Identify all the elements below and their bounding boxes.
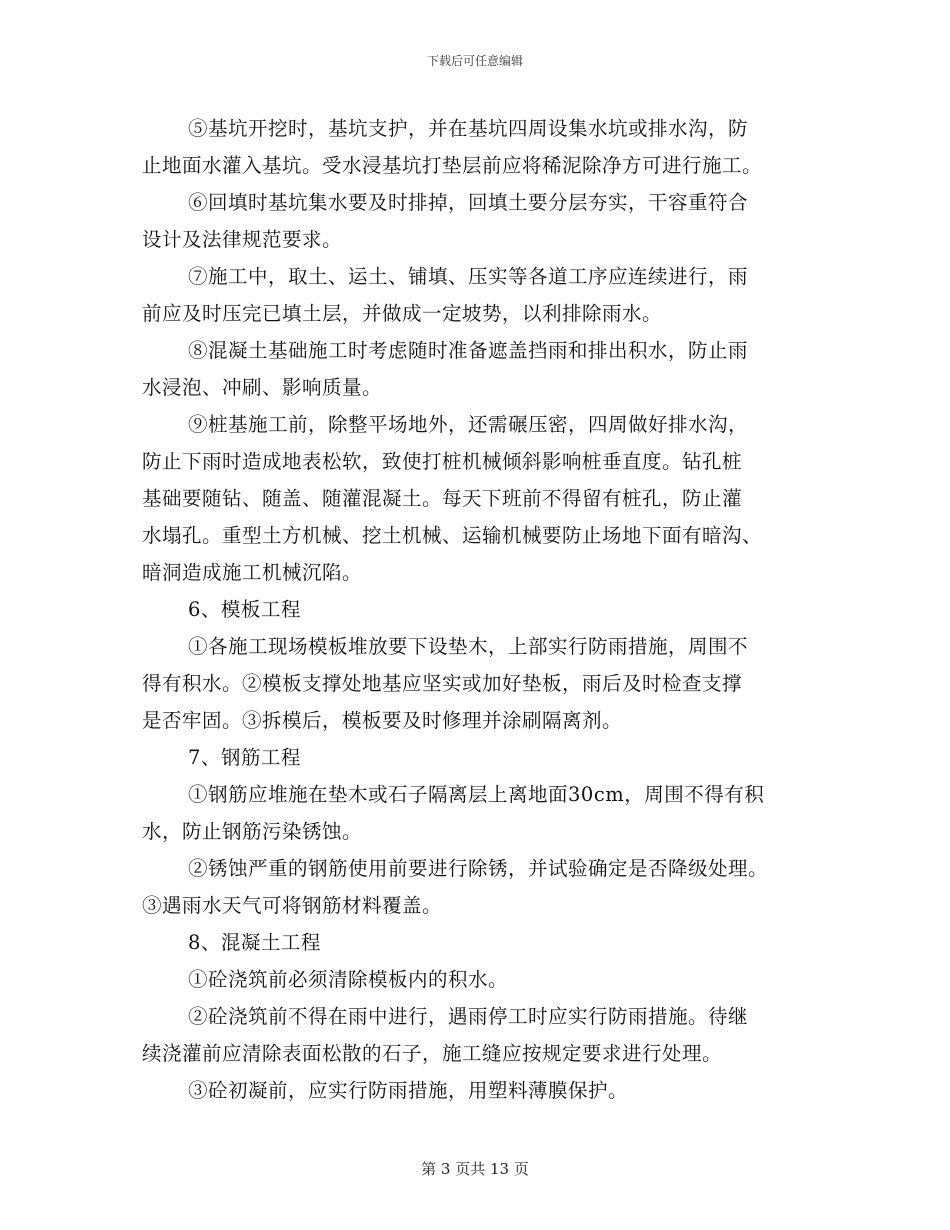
- text-line: ①砼浇筑前必须清除模板内的积水。: [188, 968, 509, 991]
- text-line: ③砼初凝前，应实行防雨措施，用塑料薄膜保护。: [188, 1079, 629, 1102]
- text-line: ⑨桩基施工前，除整平场地外，还需碾压密，四周做好排水沟，: [188, 413, 749, 436]
- text-line: ①各施工现场模板堆放要下设垫木，上部实行防雨措施，周围不: [188, 635, 749, 658]
- text-line: 设计及法律规范要求。: [142, 228, 343, 251]
- text-line: ⑤基坑开挖时，基坑支护，并在基坑四周设集水坑或排水沟，防: [188, 117, 749, 140]
- page-footer: 第 3 页共 13 页: [421, 1160, 529, 1178]
- text-line: 前应及时压完已填土层，并做成一定坡势，以利排除雨水。: [142, 302, 663, 325]
- section-heading: 7、钢筋工程: [188, 746, 301, 769]
- text-line: 暗洞造成施工机械沉陷。: [142, 561, 363, 584]
- text-line: 防止下雨时造成地表松软，致使打桩机械倾斜影响桩垂直度。钻孔桩: [142, 450, 743, 473]
- text-line: 基础要随钻、随盖、随灌混凝土。每天下班前不得留有桩孔，防止灌: [142, 487, 743, 510]
- text-line: 是否牢固。③拆模后，模板要及时修理并涂刷隔离剂。: [142, 709, 623, 732]
- page-header: 下载后可任意编辑: [426, 54, 523, 68]
- text-line: 水塌孔。重型土方机械、挖土机械、运输机械要防止场地下面有暗沟、: [142, 524, 763, 547]
- text-line: 水，防止钢筋污染锈蚀。: [142, 820, 363, 843]
- text-line: 续浇灌前应清除表面松散的石子，施工缝应按规定要求进行处理。: [142, 1042, 723, 1065]
- section-heading: 6、模板工程: [188, 598, 301, 621]
- text-line: 止地面水灌入基坑。受水浸基坑打垫层前应将稀泥除净方可进行施工。: [142, 154, 763, 177]
- text-line: ②锈蚀严重的钢筋使用前要进行除锈，并试验确定是否降级处理。: [188, 857, 769, 880]
- text-line: ②砼浇筑前不得在雨中进行，遇雨停工时应实行防雨措施。待继: [188, 1005, 749, 1028]
- section-heading: 8、混凝土工程: [188, 931, 321, 954]
- text-line: ①钢筋应堆施在垫木或石子隔离层上离地面30cm，周围不得有积: [188, 783, 765, 806]
- text-line: ⑥回填时基坑集水要及时排掉，回填土要分层夯实，干容重符合: [188, 191, 749, 214]
- text-line: 得有积水。②模板支撑处地基应坚实或加好垫板，雨后及时检查支撑: [142, 672, 743, 695]
- text-line: ⑦施工中，取土、运土、铺填、压实等各道工序应连续进行，雨: [188, 265, 749, 288]
- document-body: [142, 110, 822, 1109]
- text-line: 水浸泡、冲刷、影响质量。: [142, 376, 383, 399]
- text-line: ⑧混凝土基础施工时考虑随时准备遮盖挡雨和排出积水，防止雨: [188, 339, 749, 362]
- text-line: ③遇雨水天气可将钢筋材料覆盖。: [142, 894, 443, 917]
